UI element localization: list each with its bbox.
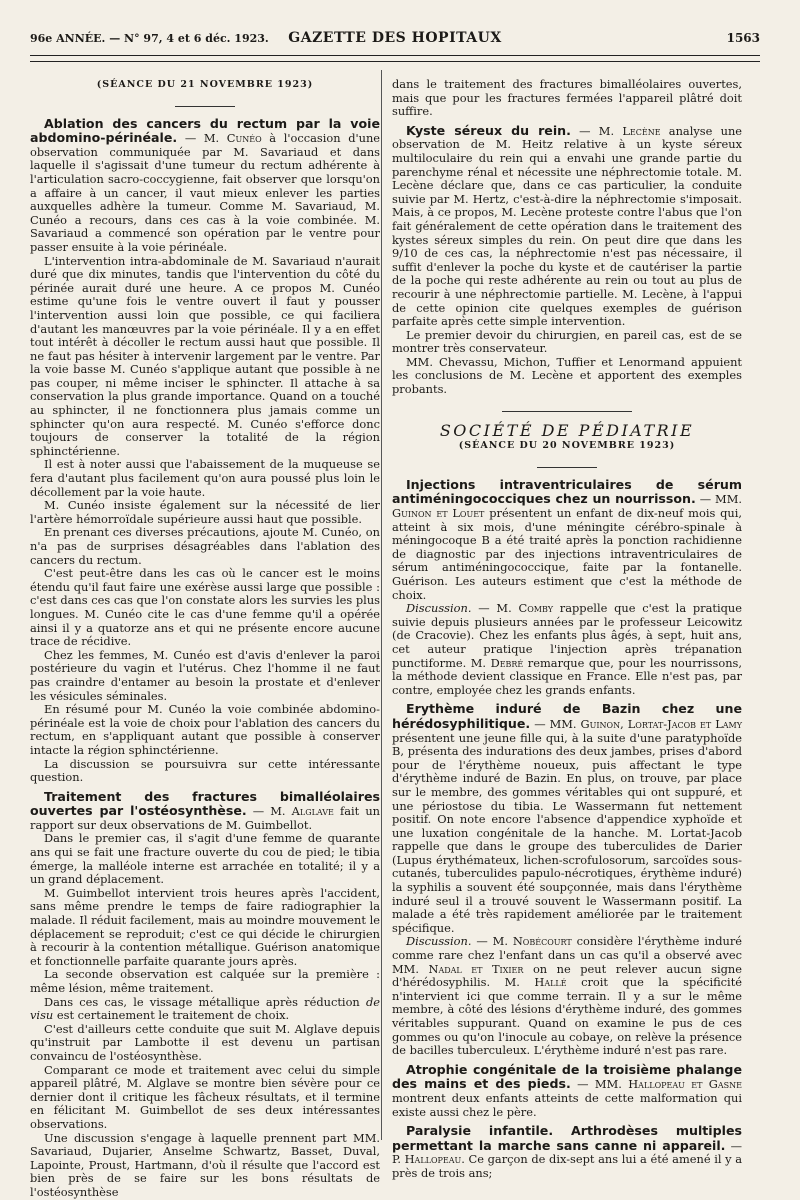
session-rule	[537, 467, 597, 468]
paragraph: Comparant ce mode et traitement avec celui du simple appareil plâtré, M. Alglave se montre bien sévère pour ce dernier dont il critique les fâcheux résultats, et il termine en félicitant M. Guimbellot de ses deux intéressantes observations.	[30, 1062, 380, 1131]
paragraph: En prenant ces diverses précautions, ajoute M. Cunéo, on n'a pas de surprises désagréables dans l'ablation des cancers du rectum.	[30, 525, 380, 567]
author-name: Hallopeau et Gasne	[628, 1077, 742, 1092]
article-fractures-lead: Traitement des fractures bimalléolaires ouvertes par l'ostéosynthèse. — M. Alglave fait un rapport sur deux observations de M. Guimbellot.	[30, 788, 381, 832]
article-title: Paralysie infantile. Arthrodèses multiples permettant la marche sans canne ni appareil.	[392, 1123, 742, 1153]
article-title: Traitement des fractures bimalléolaires ouvertes par l'ostéosynthèse.	[30, 788, 380, 819]
paragraph: Il est à noter aussi que l'abaissement de la muqueuse se fera d'autant plus facilement qu'on aura poussé plus loin le décollement par la voie haute.	[30, 457, 380, 499]
article-paralysie-lead: Paralysie infantile. Arthrodèses multiples permettant la marche sans canne ni appareil. — P. Hallopeau. Ce garçon de dix-sept ans lui a été amené il y a près de trois ans;	[392, 1123, 742, 1180]
article-erytheme-lead: Erythème induré de Bazin chez une hérédosyphilitique. — MM. Guinon, Lortat-Jacob et Lamy présentent une jeune fille qui, à la suite d'une paratyphoïde B, présenta des indurations des deux jambes, prises d'abord pour de l'érythème noueux, puis affectant le type d'érythème induré de Bazin. En plus, on trouve, par place sur le membre, des gommes véritables qui ont suppuré, et une périostose du tibia. Le Wassermann fut nettement positif. On note encore l'absence d'appendice xyphoïde et une luxation congénitale de la hanche. M. Lortat-Jacob rappelle que dans le groupe des tuberculides de Darier (Lupus érythémateux, lichen-scrofulosorum, sarcoïdes sous-cutanés, tuberculides papulo-nécrotiques, érythème induré) la syphilis a souvent été soupçonnée, mais dans l'érythème induré seul il a trouvé souvent le Wassermann positif. La malade a été très rapidement améliorée par le traitement spécifique.	[392, 701, 743, 935]
article-rectum-lead: Ablation des cancers du rectum par la voie abdomino-périnéale. — M. Cunéo à l'occasion d'une observation communiquée par M. Savariaud et dans laquelle il s'agissait d'une tumeur du rectum adhérente à l'articulation sacro-coccygienne, fait observer que lorsqu'on a affaire à un cancer, il vaut mieux enlever les parties auxquelles adhère la tumeur. Comme M. Savariaud, M. Cunéo a recours, dans ces cas à la voie combinée. M. Savariaud a commencé son opération par le ventre pour passer ensuite à la voie périnéale.	[30, 115, 381, 254]
column-divider	[381, 70, 382, 1140]
paragraph: La seconde observation est calquée sur la première : même lésion, même traitement.	[30, 967, 380, 995]
session-date: (SÉANCE DU 20 NOVEMBRE 1923)	[458, 440, 676, 452]
author-name: Guinon et Louet	[392, 506, 485, 521]
journal-title: GAZETTE DES HOPITAUX	[288, 30, 502, 46]
paragraph: Le premier devoir du chirurgien, en pareil cas, est de se montrer très conservateur.	[392, 327, 742, 356]
article-title: Kyste séreux du rein.	[406, 122, 571, 138]
paragraph: C'est d'ailleurs cette conduite que suit M. Alglave depuis qu'instruit par Lambotte il est devenu un partisan convaincu de l'ostéosynthèse.	[30, 1021, 380, 1063]
issue-info: 96e ANNÉE. — N° 97, 4 et 6 déc. 1923.	[30, 32, 269, 45]
author-name: Hallopeau.	[404, 1152, 465, 1167]
article-title: Atrophie congénitale de la troisième phalange des mains et des pieds.	[392, 1061, 742, 1092]
paragraph: L'intervention intra-abdominale de M. Savariaud n'aurait duré que dix minutes, tandis que l'intervention du côté du périnée aurait duré une heure. A ce propos M. Cunéo estime qu'une fois le ventre ouvert il faut y pousser l'intervention aussi loin que possible, ce qui faciliera d'autant les manœuvres par la voie périnéale. Il y a en effet tout intérêt à décoller le rectum aussi haut que possible. Il ne faut pas hésiter à intervenir largement par le ventre. Par la voie basse M. Cunéo s'applique autant que possible à ne pas couper, ni même inciser le sphincter. Il attache à sa conservation la plus grande importance. Quand on a touché au sphincter, il ne fonctionnera plus jamais comme un sphincter qu'on aura respecté. M. Cunéo s'efforce donc toujours de conserver la totalité de la région sphinctérienne.	[30, 253, 380, 458]
paragraph: Dans ces cas, le vissage métallique après réduction de visu est certainement le traitement de choix.	[30, 994, 380, 1023]
paragraph-continuation: dans le traitement des fractures bimalléolaires ouvertes, mais que pour les fractures fermées l'appareil plâtré doit suffire.	[392, 77, 742, 119]
page-header	[30, 28, 760, 50]
discussion-paragraph: Discussion. — M. Nobécourt considère l'érythème induré comme rare chez l'enfant dans un cas qu'il a observé avec MM. Nadal et Tixier on ne peut relever aucun signe d'hérédosyphilis. M. Hallé croit que la spécificité n'intervient ici que comme terrain. Il y a sur le même membre, à côté des lésions d'érythème induré, des gommes véritables suppurant. Quand on examine le pus de ces gommes ou qu'on l'inocule au cobaye, on relève la présence de bacilles tuberculeux. L'érythème induré n'est pas rare.	[392, 934, 743, 1058]
paragraph: La discussion se poursuivra sur cette intéressante question.	[30, 756, 380, 785]
paragraph: MM. Chevassu, Michon, Tuffier et Lenormand appuient les conclusions de M. Lecène et apportent des exemples probants.	[392, 354, 742, 397]
article-injections-lead: Injections intraventriculaires de sérum antiméningococciques chez un nourrisson. — MM. Guinon et Louet présentent un enfant de dix-neuf mois qui, atteint à six mois, d'une méningite cérébro-spinale à méningocoque B a été traité après la ponction rachidienne de diagnostic par des injections intraventriculaires de sérum antiméningococcique, faite par la fontanelle. Guérison. Les auteurs estiment que c'est la méthode de choix.	[392, 476, 743, 602]
paragraph: C'est peut-être dans les cas où le cancer est le moins étendu qu'il faut faire une exérèse aussi large que possible : c'est dans ces cas que l'on constate alors les survies les plus longues. M. Cunéo cite le cas d'une femme qu'il a opérée ainsi il y a quatorze ans et qui ne présente encore aucune trace de récidive.	[30, 566, 380, 649]
article-title: Injections intraventriculaires de sérum antiméningococciques chez un nourrisson.	[392, 476, 742, 507]
session-date: (SÉANCE DU 21 NOVEMBRE 1923)	[96, 79, 314, 90]
paragraph: Dans le premier cas, il s'agit d'une femme de quarante ans qui se fait une fracture ouverte du cou de pied; le tibia émerge, la malléole interne est arrachée en totalité; il y a un grand déplacement.	[30, 831, 380, 887]
header-rule-bottom	[30, 61, 760, 62]
author-name: Guinon, Lortat-Jacob et Lamy	[580, 716, 743, 731]
paragraph: M. Cunéo insiste également sur la nécessité de lier l'artère hémorroïdale supérieure aussi haut que possible.	[30, 498, 380, 526]
article-kyste-lead: Kyste séreux du rein. — M. Lecène analyse une observation de M. Heitz relative à un kyste séreux multiloculaire du rein qui a envahi une grande partie du parenchyme rénal et nécessite une néphrectomie totale. M. Lecène déclare que, dans ce cas particulier, la conduite suivie par M. Hertz, c'est-à-dire la néphrectomie s'imposait. Mais, à ce propos, M. Lecène proteste contre l'abus que l'on fait généralement de cette opération dans le traitement des kystes séreux simples du rein. On peut dire que dans les 9/10 de ces cas, la néphrectomie n'est pas nécessaire, il suffit d'enlever la poche du kyste et de cautériser la partie de la poche qui reste adhérente au rein ou tout au plus de recourir à une néphrectomie partielle. M. Lecène, à l'appui de cette opinion cite quelques exemples de guérison parfaite après cette simple intervention.	[392, 122, 743, 329]
article-atrophie-lead: Atrophie congénitale de la troisième phalange des mains et des pieds. — MM. Hallopeau et Gasne montrent deux enfants atteints de cette malformation qui existe aussi chez le père.	[392, 1061, 742, 1119]
right-column	[392, 78, 742, 1181]
paragraph: En résumé pour M. Cunéo la voie combinée abdomino-périnéale est la voie de choix pour l'ablation des cancers du rectum, en s'appliquant autant que possible à conserver intacte la région sphinctérienne.	[30, 702, 380, 757]
article-title: Erythème induré de Bazin chez une hérédosyphilitique.	[392, 701, 742, 731]
header-rule-top	[30, 55, 760, 56]
page-number: 1563	[726, 31, 760, 45]
paragraph: Chez les femmes, M. Cunéo est d'avis d'enlever la paroi postérieure du vagin et l'utérus. Chez l'homme il ne faut pas craindre d'entamer au besoin la prostate et d'enlever les vésicules séminales.	[30, 647, 380, 703]
author-name: Alglave	[291, 804, 334, 819]
society-heading: SOCIÉTÉ DE PÉDIATRIE	[439, 420, 695, 440]
section-rule	[502, 411, 632, 412]
session-rule	[175, 106, 235, 107]
left-column	[30, 78, 380, 1200]
discussion-paragraph: Discussion. — M. Comby rappelle que c'est la pratique suivie depuis plusieurs années par le professeur Leicowitz (de Cracovie). Chez les enfants plus âgés, à sept, huit ans, cet auteur pratique l'injection après trépanation punctiforme. M. Debré remarque que, pour les nourrissons, la méthode devient classique en France. Elle n'est pas, par contre, employée chez les grands enfants.	[392, 601, 742, 697]
author-name: Cunéo	[226, 131, 262, 146]
author-name: Lecène	[622, 123, 661, 138]
paragraph: Une discussion s'engage à laquelle prennent part MM. Savariaud, Dujarier, Anselme Schwartz, Basset, Duval, Lapointe, Proust, Hartmann, d'où il résulte que l'accord est bien près de se faire sur les bons résultats de l'ostéosynthèse	[30, 1130, 380, 1199]
article-title: Ablation des cancers du rectum par la voie abdomino-périnéale.	[30, 115, 380, 146]
paragraph: M. Guimbellot intervient trois heures après l'accident, sans même prendre le temps de faire radiographier la malade. Il réduit facilement, mais au moindre mouvement le déplacement se reproduit; c'est ce qui décide le chirurgien à recourir à la contention métallique. Guérison anatomique et fonctionnelle parfaite quarante jours après.	[30, 885, 380, 968]
